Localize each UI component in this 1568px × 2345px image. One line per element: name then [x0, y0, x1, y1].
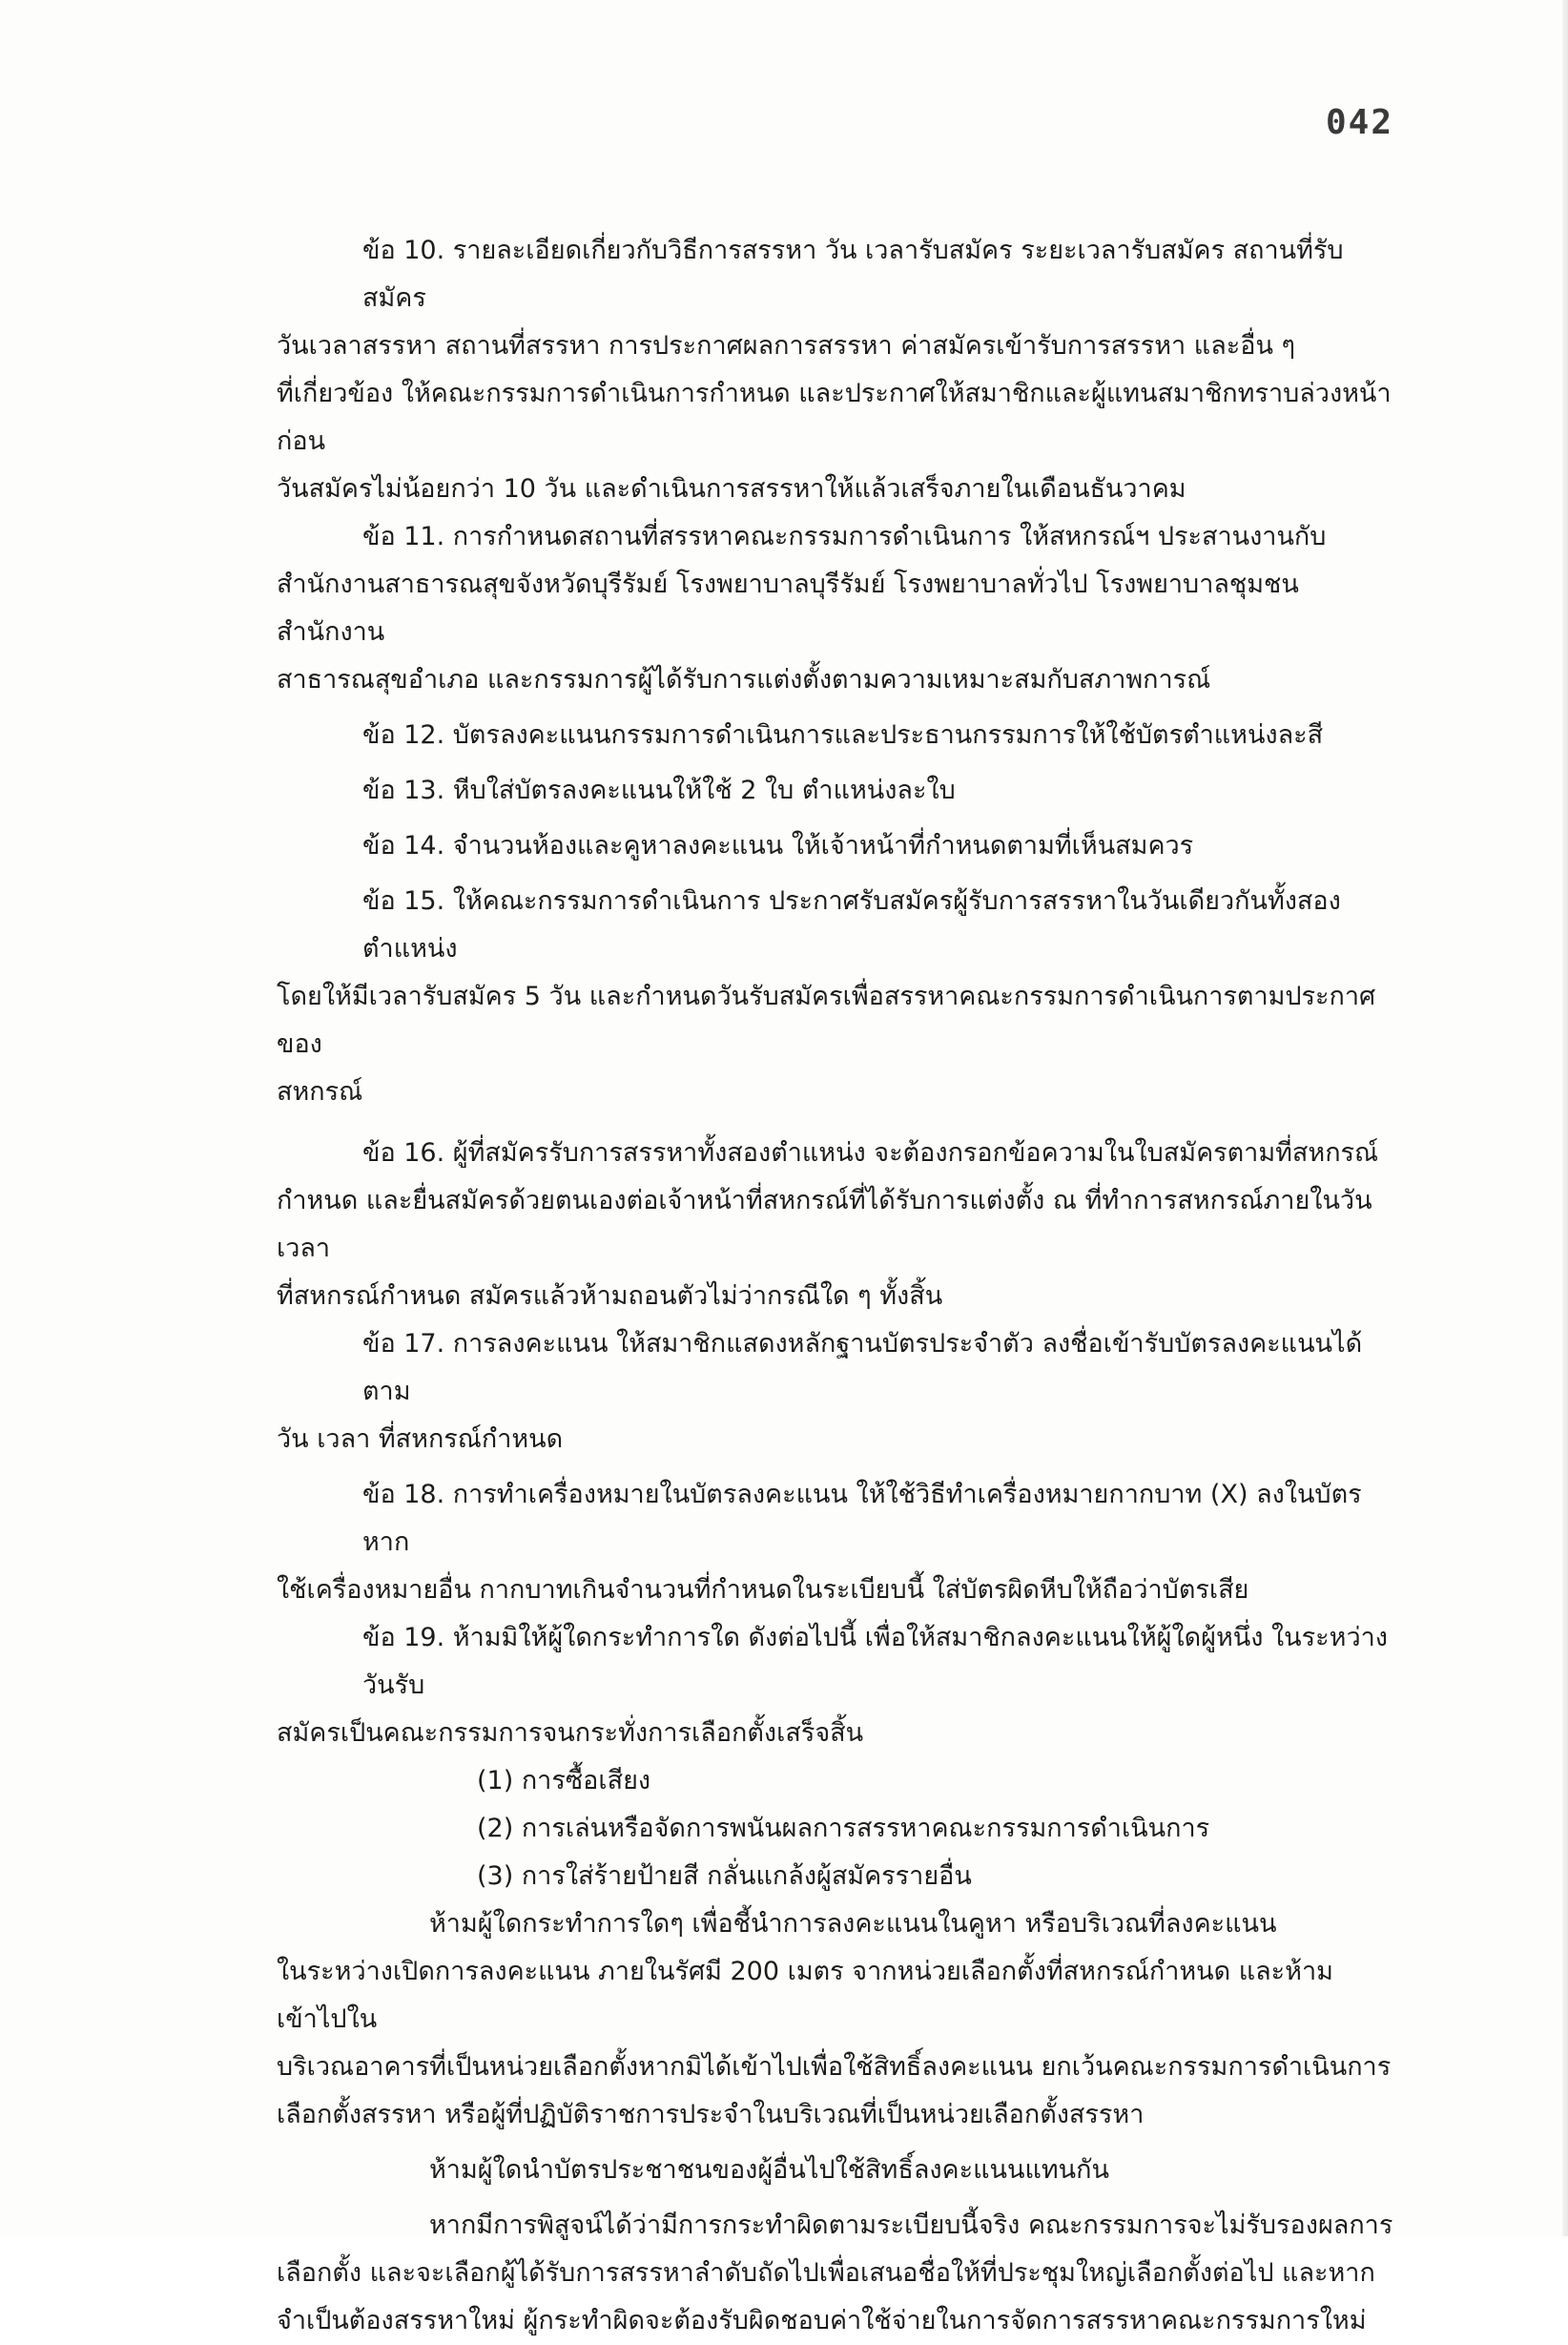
paragraph-line: เลือกตั้ง และจะเลือกผู้ได้รับการสรรหาลำดับถัดไปเพื่อเสนอชื่อให้ที่ประชุมใหญ่เลือกตั้งต่อไป และหาก: [277, 2258, 1375, 2288]
clause-line: วัน เวลา ที่สหกรณ์กำหนด: [277, 1424, 564, 1454]
clause-line: โดยให้มีเวลารับสมัคร 5 วัน และกำหนดวันรับสมัครเพื่อสรรหาคณะกรรมการดำเนินการตามประกาศของ: [277, 982, 1376, 1059]
clause-line: ที่เกี่ยวข้อง ให้คณะกรรมการดำเนินการกำหนด และประกาศให้สมาชิกและผู้แทนสมาชิกทราบล่วงหน้าก่อน: [277, 379, 1392, 456]
clause-11: [277, 513, 1402, 704]
list-item: (3) การใส่ร้ายป้ายสี กลั่นแกล้งผู้สมัครรายอื่น: [477, 1861, 972, 1891]
paragraph-line: ในระหว่างเปิดการลงคะแนน ภายในรัศมี 200 เมตร จากหน่วยเลือกตั้งที่สหกรณ์กำหนด และห้ามเข้าไปใน: [277, 1957, 1333, 2034]
paragraph-line: บริเวณอาคารที่เป็นหน่วยเลือกตั้งหากมิได้เข้าไปเพื่อใช้สิทธิ์ลงคะแนน ยกเว้นคณะกรรมการดำเนินการ: [277, 2052, 1392, 2082]
document-body: [277, 227, 1402, 2345]
clause-line: ข้อ 10. รายละเอียดเกี่ยวกับวิธีการสรรหา วัน เวลารับสมัคร ระยะเวลารับสมัคร สถานที่รับสมัคร: [362, 236, 1344, 313]
clause-line: ข้อ 18. การทำเครื่องหมายในบัตรลงคะแนน ให้ใช้วิธีทำเครื่องหมายกากบาท (X) ลงในบัตร หาก: [362, 1480, 1362, 1557]
clause-line: สาธารณสุขอำเภอ และกรรมการผู้ได้รับการแต่งตั้งตามความเหมาะสมกับสภาพการณ์: [277, 665, 1211, 695]
clause-19-sub-items: [277, 1757, 1402, 1900]
clause-line: ข้อ 17. การลงคะแนน ให้สมาชิกแสดงหลักฐานบัตรประจำตัว ลงชื่อเข้ารับบัตรลงคะแนนได้ ตาม: [362, 1329, 1363, 1406]
page-number: 042: [1326, 103, 1394, 142]
clause-17: [277, 1320, 1402, 1463]
clause-line: สมัครเป็นคณะกรรมการจนกระทั่งการเลือกตั้งเสร็จสิ้น: [277, 1718, 864, 1748]
id-card-prohibition: [277, 2147, 1402, 2194]
prohibition-paragraph: [277, 1900, 1402, 2139]
paragraph-line: หากมีการพิสูจน์ได้ว่ามีการกระทำผิดตามระเบียบนี้จริง คณะกรรมการจะไม่รับรองผลการ: [429, 2210, 1393, 2240]
clause-10: [277, 227, 1402, 513]
clause-line: กำหนด และยื่นสมัครด้วยตนเองต่อเจ้าหน้าที่สหกรณ์ที่ได้รับการแต่งตั้ง ณ ที่ทำการสหกรณ์ภายในวัน เวลา: [277, 1186, 1372, 1263]
clause-line: ข้อ 11. การกำหนดสถานที่สรรหาคณะกรรมการดำเนินการ ให้สหกรณ์ฯ ประสานงานกับ: [362, 522, 1327, 551]
paragraph-line: ห้ามผู้ใดนำบัตรประชาชนของผู้อื่นไปใช้สิทธิ์ลงคะแนนแทนกัน: [429, 2155, 1109, 2185]
clause-line: สำนักงานสาธารณสุขจังหวัดบุรีรัมย์ โรงพยาบาลบุรีรัมย์ โรงพยาบาลทั่วไป โรงพยาบาลชุมชน สำนักงาน: [277, 570, 1299, 647]
paragraph-line: ห้ามผู้ใดกระทำการใดๆ เพื่อชี้นำการลงคะแนนในคูหา หรือบริเวณที่ลงคะแนน: [429, 1909, 1277, 1939]
clause-19: [277, 1614, 1402, 1757]
clause-line: ข้อ 15. ให้คณะกรรมการดำเนินการ ประกาศรับสมัครผู้รับการสรรหาในวันเดียวกันทั้งสองตำแหน่ง: [362, 886, 1341, 964]
list-item: (1) การซื้อเสียง: [477, 1766, 651, 1795]
clause-13: [277, 767, 1402, 815]
clause-line: ข้อ 13. หีบใส่บัตรลงคะแนนให้ใช้ 2 ใบ ตำแหน่งละใบ: [362, 776, 956, 805]
clause-line: สหกรณ์: [277, 1077, 363, 1107]
penalty-paragraph: [277, 2202, 1402, 2345]
clause-line: ข้อ 16. ผู้ที่สมัครรับการสรรหาทั้งสองตำแหน่ง จะต้องกรอกข้อความในใบสมัครตามที่สหกรณ์: [362, 1138, 1379, 1168]
paragraph-line: จำเป็นต้องสรรหาใหม่ ผู้กระทำผิดจะต้องรับผิดชอบค่าใช้จ่ายในการจัดการสรรหาคณะกรรมการใหม่: [277, 2306, 1367, 2335]
clause-line: ที่สหกรณ์กำหนด สมัครแล้วห้ามถอนตัวไม่ว่ากรณีใด ๆ ทั้งสิ้น: [277, 1281, 943, 1311]
clause-18: [277, 1471, 1402, 1614]
clause-line: ข้อ 12. บัตรลงคะแนนกรรมการดำเนินการและประธานกรรมการให้ใช้บัตรตำแหน่งละสี: [362, 720, 1324, 750]
paragraph-line: เลือกตั้งสรรหา หรือผู้ที่ปฏิบัติราชการประจำในบริเวณที่เป็นหน่วยเลือกตั้งสรรหา: [277, 2100, 1145, 2129]
clause-16: [277, 1130, 1402, 1320]
clause-12: [277, 712, 1402, 759]
clause-line: วันสมัครไม่น้อยกว่า 10 วัน และดำเนินการสรรหาให้แล้วเสร็จภายในเดือนธันวาคม: [277, 474, 1186, 504]
clause-line: ใช้เครื่องหมายอื่น กากบาทเกินจำนวนที่กำหนดในระเบียบนี้ ใส่บัตรผิดหีบให้ถือว่าบัตรเสีย: [277, 1575, 1249, 1605]
clause-line: วันเวลาสรรหา สถานที่สรรหา การประกาศผลการสรรหา ค่าสมัครเข้ารับการสรรหา และอื่น ๆ: [277, 331, 1296, 361]
scan-edge: [1562, 0, 1568, 2236]
clause-line: ข้อ 19. ห้ามมิให้ผู้ใดกระทำการใด ดังต่อไปนี้ เพื่อให้สมาชิกลงคะแนนให้ผู้ใดผู้หนึ่ง ในระหว่างวันรับ: [362, 1623, 1388, 1700]
clause-line: ข้อ 14. จำนวนห้องและคูหาลงคะแนน ให้เจ้าหน้าที่กำหนดตามที่เห็นสมควร: [362, 831, 1194, 861]
list-item: (2) การเล่นหรือจัดการพนันผลการสรรหาคณะกรรมการดำเนินการ: [477, 1814, 1210, 1843]
clause-14: [277, 822, 1402, 870]
clause-15: [277, 878, 1402, 1116]
